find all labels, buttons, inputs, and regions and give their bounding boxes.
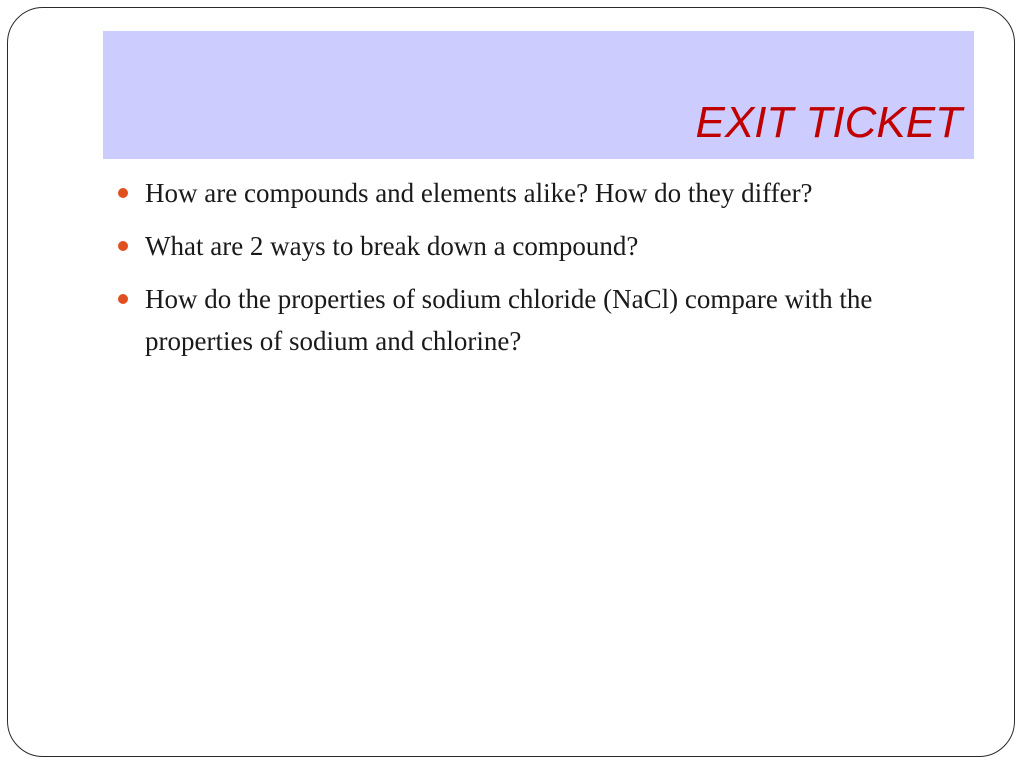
bullet-dot-icon	[118, 294, 128, 304]
bullet-text: How are compounds and elements alike? How do they differ?	[145, 178, 813, 208]
bullet-item	[118, 225, 978, 267]
bullet-dot-icon	[118, 241, 128, 251]
bullet-item	[118, 172, 978, 214]
bullet-text: What are 2 ways to break down a compound?	[145, 231, 639, 261]
slide	[7, 7, 1015, 757]
bullet-dot-icon	[118, 188, 128, 198]
bullet-item	[118, 278, 978, 362]
bullet-list	[118, 172, 978, 373]
slide-title: EXIT TICKET	[695, 98, 962, 147]
title-band	[103, 31, 974, 159]
bullet-text: How do the properties of sodium chloride (NaCl) compare with the properties of sodium and chlorine?	[145, 284, 873, 356]
